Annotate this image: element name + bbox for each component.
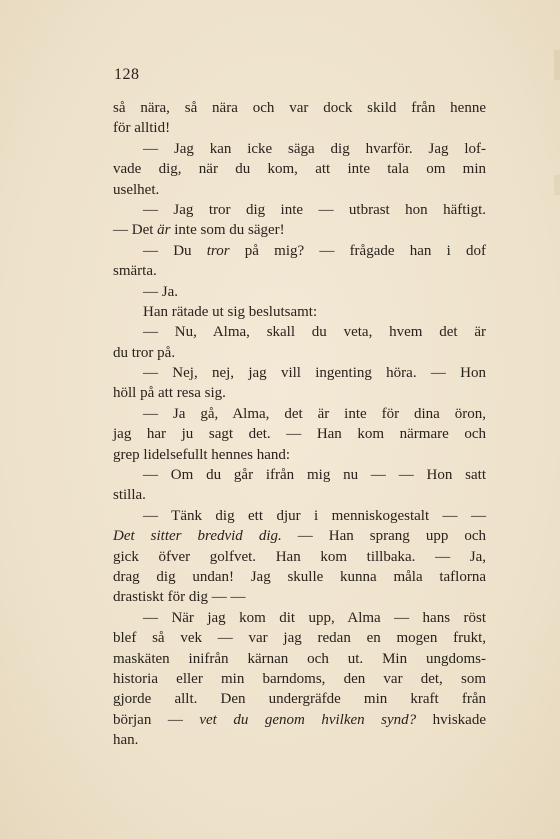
text-line: så nära, så nära och var dock skild från henne bbox=[113, 100, 486, 116]
text-segment: hviskade bbox=[416, 711, 486, 728]
text-line: drastiskt för dig — — bbox=[113, 589, 246, 606]
text-line: han. bbox=[113, 732, 139, 749]
text-line: stilla. bbox=[113, 487, 146, 504]
text-line: — Jag kan icke säga dig hvarför. Jag lof- bbox=[143, 140, 486, 157]
text-line bbox=[113, 710, 486, 730]
page-edge-shadow bbox=[554, 50, 560, 80]
italic-text: tror bbox=[206, 242, 230, 259]
page-number: 128 bbox=[114, 66, 140, 83]
text-line: — Tänk dig ett djur i menniskogestalt — — bbox=[143, 507, 486, 524]
text-line: — När jag kom dit upp, Alma — hans röst bbox=[143, 609, 486, 626]
text-segment: början — bbox=[113, 711, 200, 728]
text-line: gick öfver golfvet. Han kom tillbaka. — Ja, bbox=[113, 548, 486, 565]
text-line: grep lidelsefullt hennes hand: bbox=[113, 446, 291, 463]
italic-text: Det sitter bredvid dig. bbox=[113, 528, 282, 545]
text-line: historia eller min barndoms, den var det, som bbox=[113, 670, 486, 687]
text-line bbox=[113, 220, 486, 240]
text-line: smärta. bbox=[113, 263, 157, 280]
text-segment: — Han sprang upp och bbox=[281, 528, 486, 545]
text-line: — Jag tror dig inte — utbrast hon häftigt. bbox=[143, 201, 486, 218]
text-segment: inte som du säger! bbox=[170, 222, 285, 239]
text-segment: på mig? — frågade han i dof bbox=[229, 242, 486, 259]
text-line bbox=[113, 526, 486, 546]
text-line: uselhet. bbox=[113, 181, 160, 198]
text-segment: — Det bbox=[113, 222, 158, 239]
text-line: maskäten inifrån kärnan och ut. Min ungdoms- bbox=[113, 650, 486, 667]
text-line: — Om du går ifrån mig nu — — Hon satt bbox=[143, 467, 486, 484]
text-line: — Nej, nej, jag vill ingenting höra. — Hon bbox=[143, 365, 486, 382]
text-line: du tror på. bbox=[113, 344, 176, 361]
text-line: — Nu, Alma, skall du veta, hvem det är bbox=[143, 324, 486, 341]
text-segment: — Du bbox=[143, 242, 207, 259]
text-line: höll på att resa sig. bbox=[113, 385, 226, 402]
text-line: — Ja gå, Alma, det är inte för dina öron, bbox=[143, 405, 486, 422]
text-line: jag har ju sagt det. — Han kom närmare och bbox=[113, 426, 486, 443]
text-line: drag dig undan! Jag skulle kunna måla taflorna bbox=[113, 568, 486, 585]
page-edge-shadow bbox=[554, 175, 560, 195]
italic-text: vet du genom hvilken synd? bbox=[199, 711, 417, 728]
text-line: blef så vek — var jag redan en mogen frukt, bbox=[113, 630, 486, 647]
text-line: — Ja. bbox=[143, 283, 178, 300]
text-line bbox=[113, 241, 486, 261]
body-text bbox=[113, 98, 486, 751]
text-line: vade dig, när du kom, att inte tala om min bbox=[113, 161, 486, 178]
italic-text: är bbox=[157, 222, 171, 239]
text-line: gjorde allt. Den undergräfde min kraft från bbox=[113, 691, 486, 708]
text-line: Han rätade ut sig beslutsamt: bbox=[143, 303, 318, 320]
text-line: för alltid! bbox=[113, 120, 171, 137]
